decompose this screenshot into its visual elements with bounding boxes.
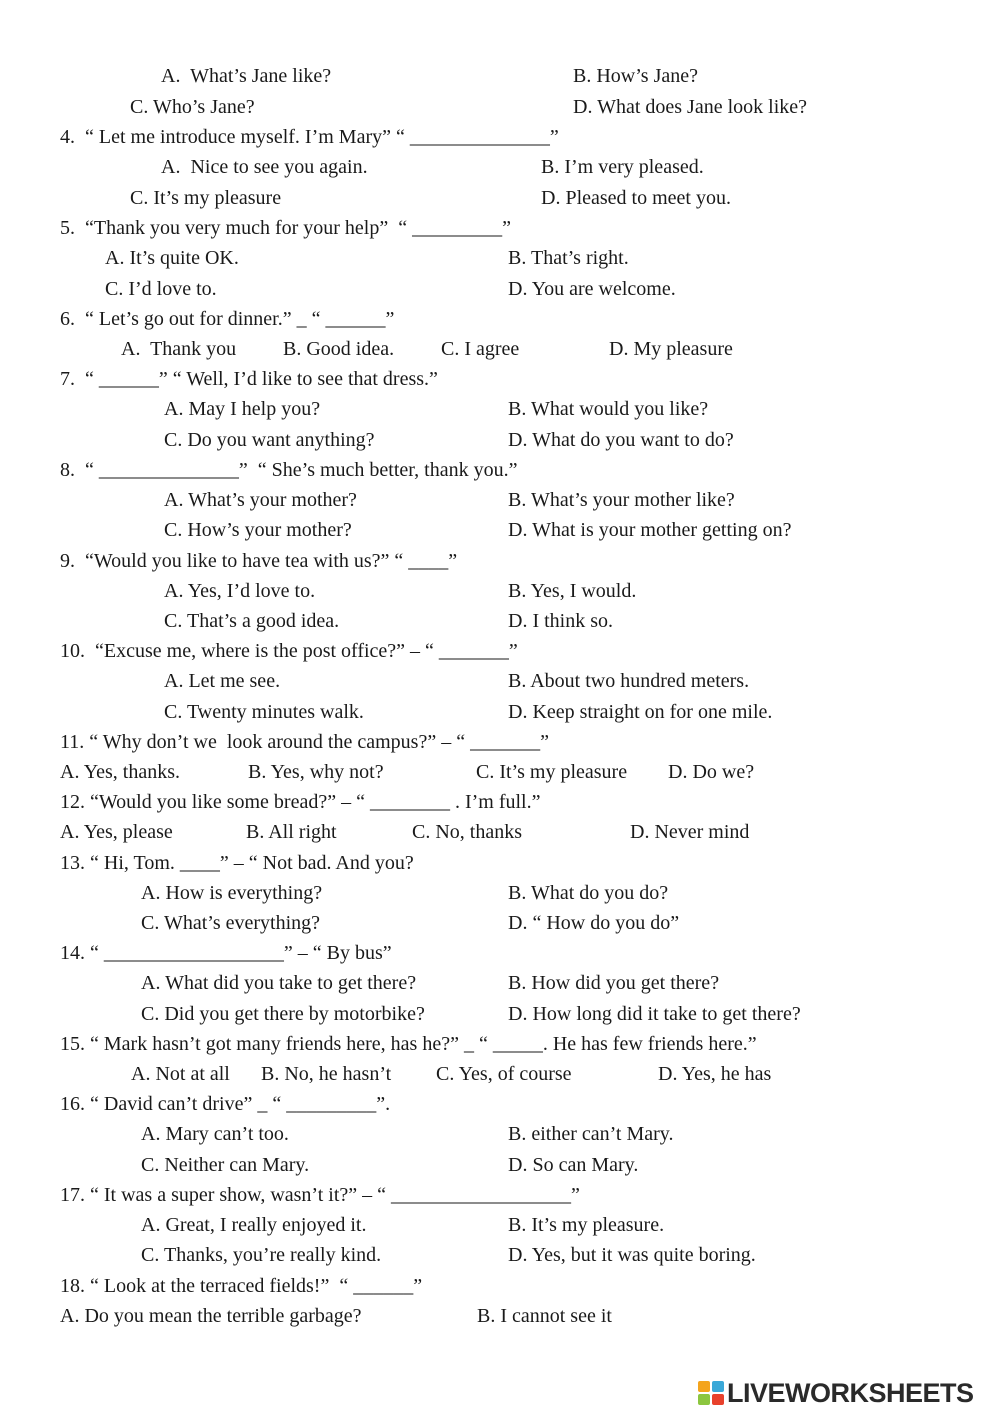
question-text: 5. “Thank you very much for your help” “ _________” — [60, 217, 511, 239]
answer-option: A. What did you take to get there? — [141, 972, 417, 994]
answer-option: C. Thanks, you’re really kind. — [141, 1244, 382, 1266]
question-text: 17. “ It was a super show, wasn’t it?” – “ __________________” — [60, 1184, 580, 1206]
answer-option: C. No, thanks — [412, 821, 522, 843]
answer-option: C. What’s everything? — [141, 912, 321, 934]
answer-option: B. No, he hasn’t — [261, 1063, 392, 1085]
logo-text: LIVEWORKSHEETS — [727, 1377, 974, 1408]
answer-option: C. Did you get there by motorbike? — [141, 1003, 425, 1025]
answer-option: B. Yes, why not? — [248, 761, 384, 783]
answer-option: B. What’s your mother like? — [508, 489, 735, 511]
answer-option: B. How did you get there? — [508, 972, 720, 994]
question-text: 10. “Excuse me, where is the post office?” – “ _______” — [60, 640, 518, 662]
answer-option: B. Yes, I would. — [508, 580, 637, 602]
question-text: 13. “ Hi, Tom. ____” – “ Not bad. And you? — [60, 852, 414, 874]
answer-option: A. Do you mean the terrible garbage? — [60, 1305, 362, 1327]
answer-option: D. Keep straight on for one mile. — [508, 701, 773, 723]
answer-option: A. Let me see. — [164, 670, 281, 692]
logo-square — [698, 1394, 710, 1405]
answer-option: B. How’s Jane? — [573, 65, 698, 87]
answer-option: D. Yes, but it was quite boring. — [508, 1244, 756, 1266]
answer-option: B. About two hundred meters. — [508, 670, 750, 692]
answer-option: D. I think so. — [508, 610, 613, 632]
question-text: 15. “ Mark hasn’t got many friends here, has he?” _ “ _____. He has few friends here.” — [60, 1033, 757, 1055]
answer-option: D. Never mind — [630, 821, 750, 843]
logo-icon — [698, 1381, 724, 1405]
answer-option: B. either can’t Mary. — [508, 1123, 674, 1145]
question-text: 14. “ __________________” – “ By bus” — [60, 942, 392, 964]
answer-option: B. That’s right. — [508, 247, 629, 269]
answer-option: A. Nice to see you again. — [161, 156, 368, 178]
answer-option: C. How’s your mother? — [164, 519, 352, 541]
answer-option: C. I agree — [441, 338, 520, 360]
answer-option: C. It’s my pleasure — [476, 761, 628, 783]
answer-option: A. What’s your mother? — [164, 489, 357, 511]
answer-option: B. I’m very pleased. — [541, 156, 704, 178]
answer-option: C. Do you want anything? — [164, 429, 375, 451]
question-text: 18. “ Look at the terraced fields!” “ ______” — [60, 1275, 423, 1297]
answer-option: D. How long did it take to get there? — [508, 1003, 801, 1025]
question-text: 12. “Would you like some bread?” – “ ________ . I’m full.” — [60, 791, 541, 813]
answer-option: D. Yes, he has — [658, 1063, 772, 1085]
liveworksheets-logo — [698, 1378, 974, 1408]
answer-option: B. Good idea. — [283, 338, 395, 360]
logo-square — [712, 1394, 724, 1405]
answer-option: B. I cannot see it — [477, 1305, 612, 1327]
answer-option: C. Who’s Jane? — [130, 96, 255, 118]
answer-option: C. It’s my pleasure — [130, 187, 282, 209]
answer-option: D. My pleasure — [609, 338, 733, 360]
logo-square — [698, 1381, 710, 1392]
answer-option: D. So can Mary. — [508, 1154, 639, 1176]
question-text: 6. “ Let’s go out for dinner.” _ “ ______” — [60, 308, 395, 330]
answer-option: A. Great, I really enjoyed it. — [141, 1214, 367, 1236]
answer-option: A. May I help you? — [164, 398, 321, 420]
answer-option: D. “ How do you do” — [508, 912, 680, 934]
logo-square — [712, 1381, 724, 1392]
answer-option: D. What does Jane look like? — [573, 96, 808, 118]
answer-option: D. Pleased to meet you. — [541, 187, 731, 209]
answer-option: B. All right — [246, 821, 337, 843]
answer-option: C. Twenty minutes walk. — [164, 701, 364, 723]
answer-option: B. What would you like? — [508, 398, 709, 420]
answer-option: D. What is your mother getting on? — [508, 519, 792, 541]
answer-option: D. What do you want to do? — [508, 429, 734, 451]
answer-option: A. Yes, thanks. — [60, 761, 181, 783]
question-text: 7. “ ______” “ Well, I’d like to see that dress.” — [60, 368, 438, 390]
answer-option: A. Yes, please — [60, 821, 173, 843]
answer-option: C. That’s a good idea. — [164, 610, 340, 632]
question-text: 16. “ David can’t drive” _ “ _________”. — [60, 1093, 391, 1115]
answer-option: B. What do you do? — [508, 882, 669, 904]
answer-option: A. It’s quite OK. — [105, 247, 239, 269]
answer-option: A. How is everything? — [141, 882, 323, 904]
answer-option: C. Neither can Mary. — [141, 1154, 310, 1176]
answer-option: A. Thank you — [121, 338, 237, 360]
question-text: 8. “ ______________” “ She’s much better, thank you.” — [60, 459, 518, 481]
answer-option: C. I’d love to. — [105, 278, 217, 300]
question-text: 11. “ Why don’t we look around the campus?” – “ _______” — [60, 731, 549, 753]
question-text: 4. “ Let me introduce myself. I’m Mary” “ ______________” — [60, 126, 559, 148]
answer-option: A. What’s Jane like? — [161, 65, 332, 87]
answer-option: A. Not at all — [131, 1063, 230, 1085]
question-text: 9. “Would you like to have tea with us?” “ ____” — [60, 550, 458, 572]
answer-option: B. It’s my pleasure. — [508, 1214, 665, 1236]
answer-option: C. Yes, of course — [436, 1063, 572, 1085]
answer-option: D. Do we? — [668, 761, 755, 783]
answer-option: A. Mary can’t too. — [141, 1123, 289, 1145]
answer-option: D. You are welcome. — [508, 278, 676, 300]
answer-option: A. Yes, I’d love to. — [164, 580, 316, 602]
